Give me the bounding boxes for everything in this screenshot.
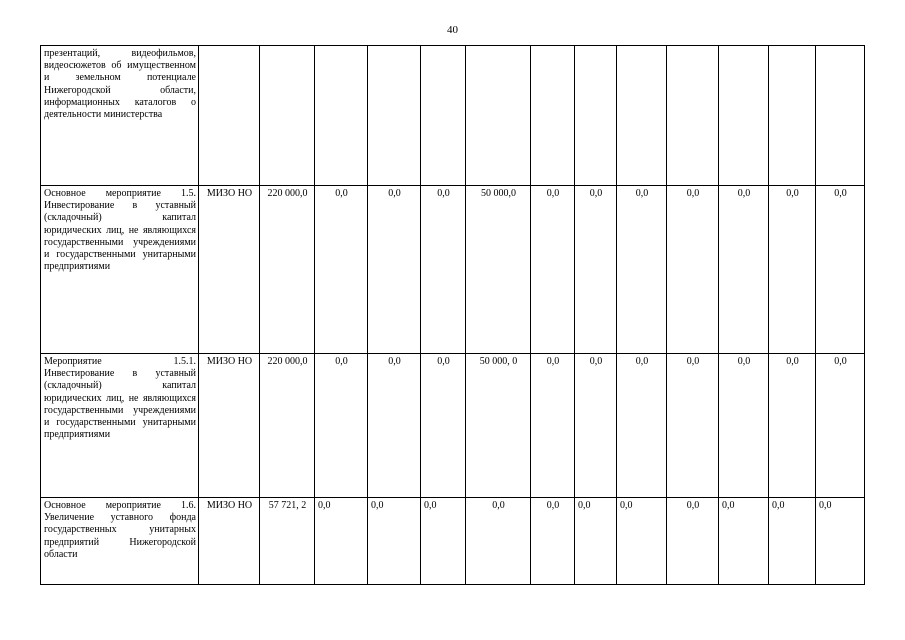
activity-description: Мероприятие 1.5.1. Инвестирование в уставный (складочный) капитал юридических лиц, не являющихся государственными учреждениями и государственными унитарными предприятиями <box>41 354 199 498</box>
activity-description: Основное мероприятие 1.5. Инвестирование в уставный (складочный) капитал юридических лиц, не являющихся государственными учреждениями и государственными унитарными предприятиями <box>41 186 199 354</box>
value-cell <box>816 46 865 186</box>
value-cell <box>260 46 315 186</box>
executor-cell: МИЗО НО <box>199 498 260 585</box>
value-cell <box>575 46 617 186</box>
value-cell: 0,0 <box>769 186 816 354</box>
value-cell: 0,0 <box>315 498 368 585</box>
value-cell <box>769 46 816 186</box>
executor-cell: МИЗО НО <box>199 354 260 498</box>
value-cell: 0,0 <box>421 498 466 585</box>
value-cell: 0,0 <box>315 354 368 498</box>
value-cell: 0,0 <box>531 498 575 585</box>
value-cell: 0,0 <box>315 186 368 354</box>
value-cell: 0,0 <box>719 186 769 354</box>
value-cell: 0,0 <box>617 354 667 498</box>
value-cell: 0,0 <box>816 354 865 498</box>
value-cell <box>315 46 368 186</box>
value-cell: 220 000,0 <box>260 354 315 498</box>
value-cell: 0,0 <box>719 498 769 585</box>
activity-description: Основное мероприятие 1.6. Увеличение уставного фонда государственных унитарных предприятий Нижегородской области <box>41 498 199 585</box>
table-row <box>41 354 865 498</box>
value-cell: 0,0 <box>667 498 719 585</box>
value-cell: 0,0 <box>368 354 421 498</box>
value-cell: 0,0 <box>769 498 816 585</box>
value-cell: 0,0 <box>575 354 617 498</box>
value-cell <box>667 46 719 186</box>
value-cell: 0,0 <box>769 354 816 498</box>
value-cell: 0,0 <box>816 498 865 585</box>
value-cell <box>466 46 531 186</box>
value-cell: 0,0 <box>421 354 466 498</box>
table-row <box>41 46 865 186</box>
value-cell: 50 000, 0 <box>466 354 531 498</box>
value-cell: 0,0 <box>575 186 617 354</box>
value-cell <box>531 46 575 186</box>
value-cell <box>421 46 466 186</box>
value-cell: 0,0 <box>667 186 719 354</box>
value-cell: 0,0 <box>466 498 531 585</box>
value-cell: 0,0 <box>531 186 575 354</box>
activity-description: презентаций, видеофильмов, видеосюжетов об имущественном и земельном потенциале Нижегородской области, информационных каталогов о деятельности министерства <box>41 46 199 186</box>
value-cell: 0,0 <box>719 354 769 498</box>
value-cell <box>719 46 769 186</box>
program-activities-table <box>40 45 865 585</box>
executor-cell <box>199 46 260 186</box>
value-cell: 50 000,0 <box>466 186 531 354</box>
value-cell: 220 000,0 <box>260 186 315 354</box>
value-cell: 0,0 <box>617 498 667 585</box>
table-row <box>41 498 865 585</box>
value-cell: 0,0 <box>531 354 575 498</box>
value-cell: 0,0 <box>421 186 466 354</box>
value-cell: 0,0 <box>368 186 421 354</box>
page-number: 40 <box>447 24 458 36</box>
value-cell: 57 721, 2 <box>260 498 315 585</box>
value-cell <box>368 46 421 186</box>
value-cell: 0,0 <box>816 186 865 354</box>
value-cell <box>617 46 667 186</box>
value-cell: 0,0 <box>617 186 667 354</box>
table-row <box>41 186 865 354</box>
value-cell: 0,0 <box>667 354 719 498</box>
executor-cell: МИЗО НО <box>199 186 260 354</box>
value-cell: 0,0 <box>575 498 617 585</box>
value-cell: 0,0 <box>368 498 421 585</box>
